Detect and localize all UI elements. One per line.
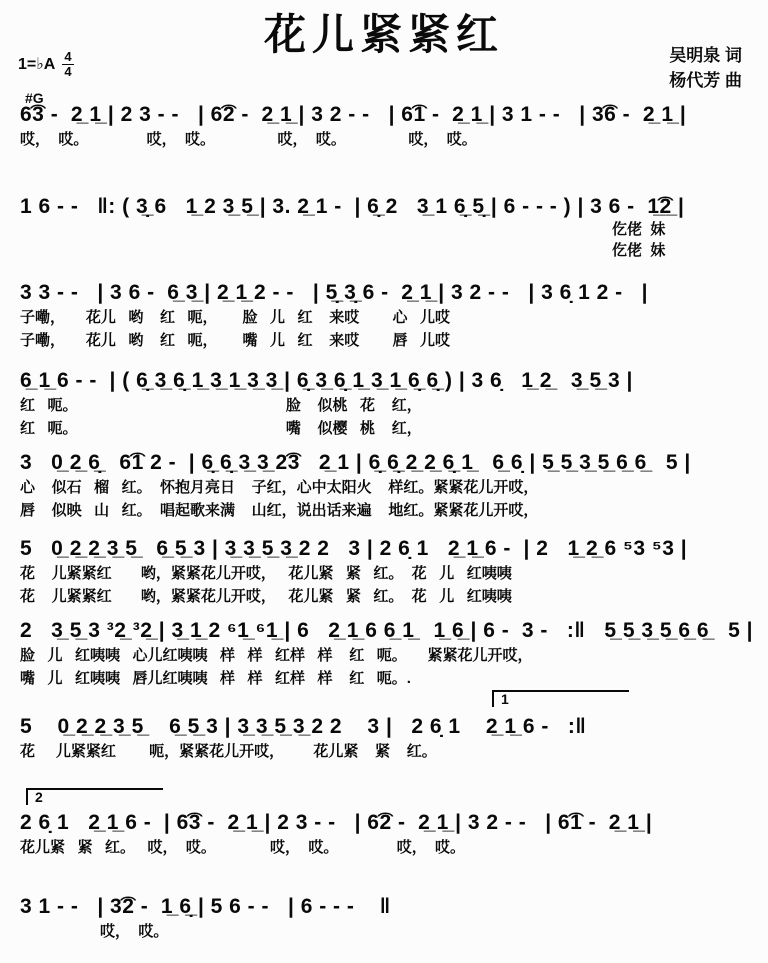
system-8 (20, 691, 762, 762)
system-4 (20, 368, 762, 439)
lyric-line: 仡佬 妹 (612, 221, 666, 239)
lyric-line: 哎， 哎。 哎， 哎。 哎， 哎。 哎， 哎。 (20, 131, 477, 149)
lyric-line: 嘴 儿 红咦咦 唇儿红咦咦 样 样 红样 样 红 呃。. (20, 669, 411, 687)
lyric-line: 子嘞， 花儿 哟 红 呃， 脸 儿 红 来哎 心 儿哎 (20, 309, 451, 327)
lyricist-credit: 吴明泉 词 (669, 46, 742, 65)
system-3 (20, 280, 762, 351)
lyric-line: 心 似石 榴 红。 怀抱月亮日 子红，心中太阳火 样红。紧紧花儿开哎， (20, 479, 539, 497)
notation-line: 6͡3 - 2̲ 1̲ | 2 3 - - | 6͡2 - 2̲ 1̲ | 3 2 - - | 6͡1 - 2̲ 1̲ | 3 1 - - | 3͡6 - 2̲ 1̲ | (20, 103, 687, 126)
credits (669, 44, 742, 93)
lyric-line: 哎， 哎。 (100, 923, 169, 941)
lyric-line: 红 呃。 脸 似桃 花 红， (20, 397, 422, 415)
time-signature (62, 50, 73, 78)
mode-annotation: #G (25, 90, 44, 106)
notation-line: 1 6 - - ‖: ( 3̲̣ 6 1̲ 2 3̲ 5̲ | 3. 2̲ 1 - | 6̲̣ 2 3̲ 1 6̲̣ 5̲̣ | 6 - - - ) | 3 6 - 1̲͡2̲ | (20, 195, 685, 218)
lyric-line: 脸 儿 红咦咦 心儿红咦咦 样 样 红样 样 红 呃。 紧紧花儿开哎， (20, 647, 533, 665)
song-title: 花儿紧紧红 (263, 11, 504, 58)
lyric-line: 红 呃。 嘴 似樱 桃 红， (20, 419, 422, 437)
lyric-line: 花 儿紧紧红 哟，紧紧花儿开哎， 花儿紧 紧 红。 花 儿 红咦咦 (20, 565, 512, 583)
time-signature-numerator: 4 (64, 49, 72, 64)
notation-line: 2 6̣ 1 2̲ 1̲ 6 - | 6͡3 - 2̲ 1̲ | 2 3 - - | 6͡2 - 2̲ 1̲ | 3 2 - - | 6͡1 - 2̲ 1̲ | (20, 811, 653, 834)
lyric-line: 仡佬 妹 (612, 241, 666, 259)
notation-line: 3 3 - - | 3 6 - 6̲ 3̲ | 2̲ 1̲ 2 - - | 5̲̣ 3̲̣ 6 - 2̲ 1̲ | 3 2 - - | 3 6̣ 1 2 - | (20, 281, 648, 304)
key-signature: 1=♭A (18, 56, 56, 74)
system-10 (20, 894, 762, 942)
system-9 (20, 789, 762, 858)
notation-line: 5 0̲ 2̲ 2̲ 3̲ 5̲ 6̲ 5̲ 3 | 3̲ 3̲ 5̲ 3̲ 2 2 3 | 2 6̣ 1 2̲ 1̲ 6 - | 2 1̲ 2̲ 6 ⁵3 ⁵3 | (20, 537, 688, 560)
system-5 (20, 450, 762, 521)
system-7 (20, 618, 762, 689)
lyric-line: 花 儿紧紧红 哟，紧紧花儿开哎， 花儿紧 紧 红。 花 儿 红咦咦 (20, 587, 512, 605)
notation-line: 2 3̲ 5̲ 3 ³2̲ ³2̲ | 3̲ 1̲ 2 ⁶1̲ ⁶1̲ | 6 2̲ 1̲ 6 6̲ 1̲ 1̲ 6̲ | 6 - 3 - :‖ 5̲ 5̲ 3̲ 5̲ 6̲ 6̲ 5 | (20, 619, 753, 642)
time-signature-denominator: 4 (64, 63, 72, 79)
notation-line: 5 0̲ 2̲ 2̲ 3̲ 5̲ 6̲ 5̲ 3 | 3̲ 3̲ 5̲ 3̲ 2 2 3 | 2 6̣ 1 2̲ 1̲ 6 - :‖ (20, 715, 587, 738)
notation-line: 3 1 - - | 3͡2 - 1̲ 6̲̣ | 5 6 - - | 6 - - - ‖ (20, 895, 391, 918)
key-and-meter (18, 50, 74, 78)
lyric-line: 花儿紧 紧 红。 哎， 哎。 哎， 哎。 哎， 哎。 (20, 839, 466, 857)
lyric-line: 子嘞， 花儿 哟 红 呃， 嘴 儿 红 来哎 唇 儿哎 (20, 331, 451, 349)
lyric-line: 花 儿紧紧红 呃，紧紧花儿开哎， 花儿紧 紧 红。 (20, 743, 437, 761)
system-6 (20, 536, 762, 607)
composer-credit: 杨代芳 曲 (669, 70, 742, 90)
second-ending-bracket: 2 (26, 788, 163, 805)
system-2 (20, 194, 762, 261)
notation-line: 6̲ 1̲ 6 - - | ( 6̲̣ 3̲ 6̲̣ 1̲ 3̲ 1̲ 3̲ 3̲ | 6̲̣ 3̲ 6̲̣ 1̲ 3̲ 1̲ 6̲̣ 6̲̣ ) | 3 6̣ 1̲ 2̲ 3̲ 5̲ 3 | (20, 369, 633, 392)
notation-line: 3 0̲ 2̲ 6̲̣ 6͡1 2 - | 6̲̣ 6̲̣ 3̲ 3̲ 2͡3 2̲ 1 | 6̲̣ 6̲̣ 2̲ 2̲ 6̲̣ 1̲ 6̲ 6̣ | 5̲ 5̲ 3̲ 5̲ 6̲ 6̲ 5 | (20, 451, 691, 474)
lyric-line: 唇 似映 山 红。 唱起歌来满 山红，说出话来遍 地红。紧紧花儿开哎， (20, 501, 539, 519)
first-ending-bracket: 1 (492, 690, 629, 707)
system-1 (20, 102, 762, 150)
